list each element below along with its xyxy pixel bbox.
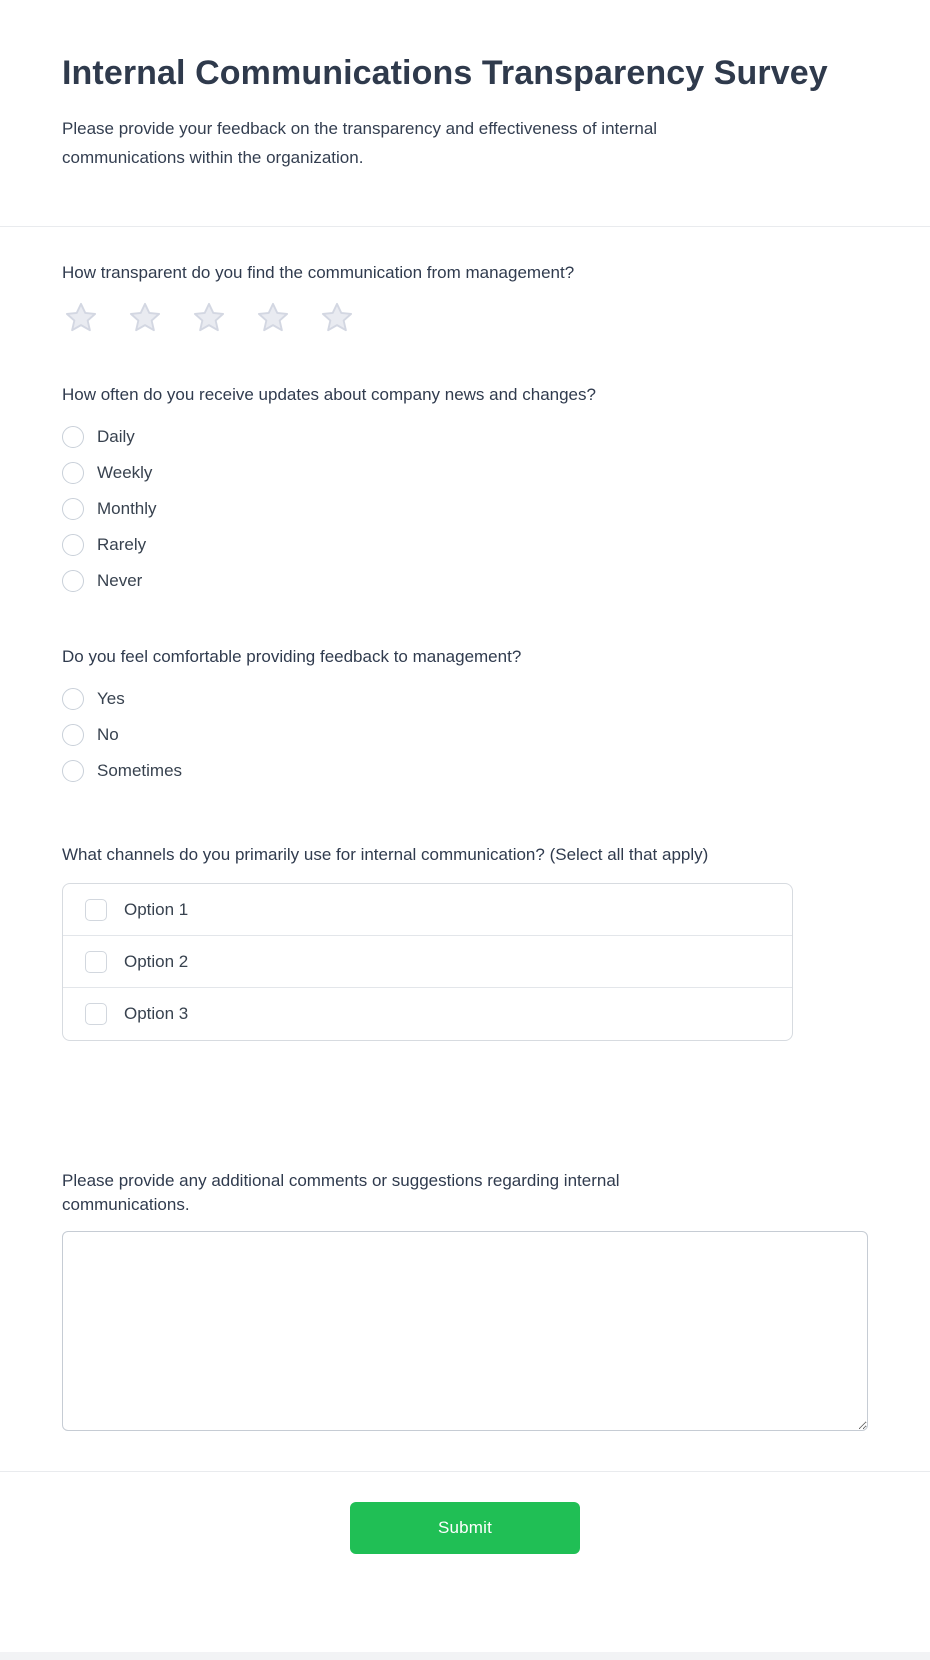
page-subtitle: Please provide your feedback on the transparency and effectiveness of internal communications within the organization. xyxy=(62,119,658,167)
checkbox-option-label: Option 1 xyxy=(124,899,189,919)
radio-option-label: Never xyxy=(97,571,143,590)
radio-button[interactable] xyxy=(62,724,84,746)
radio-button[interactable] xyxy=(62,498,84,520)
radio-option-no[interactable] xyxy=(62,717,868,753)
star-icon[interactable] xyxy=(190,299,228,337)
comfort-option-list xyxy=(62,681,868,789)
question-rating xyxy=(62,261,868,337)
question-comfort xyxy=(62,645,868,789)
radio-option-label: Daily xyxy=(97,427,135,446)
question-comfort-label: Do you feel comfortable providing feedback to management? xyxy=(62,647,522,666)
radio-option-weekly[interactable] xyxy=(62,455,868,491)
form-footer xyxy=(0,1472,930,1554)
radio-option-label: Monthly xyxy=(97,499,157,518)
checkbox-option-2[interactable] xyxy=(63,936,792,988)
question-channels-label: What channels do you primarily use for internal communication? (Select all that apply) xyxy=(62,845,709,864)
comments-textarea[interactable] xyxy=(62,1231,868,1431)
checkbox[interactable] xyxy=(85,951,107,973)
page-bottom-edge xyxy=(0,1652,930,1660)
checkbox-option-3[interactable] xyxy=(63,988,792,1040)
radio-option-label: Weekly xyxy=(97,463,153,482)
radio-button[interactable] xyxy=(62,462,84,484)
radio-option-daily[interactable] xyxy=(62,419,868,455)
radio-option-rarely[interactable] xyxy=(62,527,868,563)
radio-option-monthly[interactable] xyxy=(62,491,868,527)
question-comments-label: Please provide any additional comments or suggestions regarding internal communications. xyxy=(62,1171,620,1214)
radio-button[interactable] xyxy=(62,426,84,448)
star-icon[interactable] xyxy=(254,299,292,337)
question-frequency-label: How often do you receive updates about company news and changes? xyxy=(62,385,596,404)
radio-option-label: Yes xyxy=(97,689,125,708)
radio-option-label: No xyxy=(97,725,119,744)
checkbox-option-label: Option 2 xyxy=(124,951,189,971)
star-icon[interactable] xyxy=(126,299,164,337)
radio-option-label: Sometimes xyxy=(97,761,183,780)
star-icon[interactable] xyxy=(62,299,100,337)
star-icon[interactable] xyxy=(318,299,356,337)
question-frequency xyxy=(62,383,868,599)
radio-option-label: Rarely xyxy=(97,535,147,554)
frequency-option-list xyxy=(62,419,868,599)
channels-checkbox-group xyxy=(62,883,793,1041)
star-rating-group xyxy=(62,299,868,337)
checkbox-option-label: Option 3 xyxy=(124,1004,189,1023)
radio-button[interactable] xyxy=(62,760,84,782)
radio-button[interactable] xyxy=(62,688,84,710)
survey-form xyxy=(0,227,930,1431)
survey-header xyxy=(0,0,930,227)
question-channels xyxy=(62,843,868,1041)
question-comments xyxy=(62,1169,868,1431)
radio-button[interactable] xyxy=(62,534,84,556)
question-rating-label: How transparent do you find the communication from management? xyxy=(62,263,575,282)
checkbox[interactable] xyxy=(85,1003,107,1025)
radio-option-sometimes[interactable] xyxy=(62,753,868,789)
checkbox-option-1[interactable] xyxy=(63,884,792,936)
page-title: Internal Communications Transparency Survey xyxy=(62,54,828,92)
radio-button[interactable] xyxy=(62,570,84,592)
submit-button[interactable]: Submit xyxy=(350,1502,580,1554)
radio-option-never[interactable] xyxy=(62,563,868,599)
radio-option-yes[interactable] xyxy=(62,681,868,717)
checkbox[interactable] xyxy=(85,899,107,921)
